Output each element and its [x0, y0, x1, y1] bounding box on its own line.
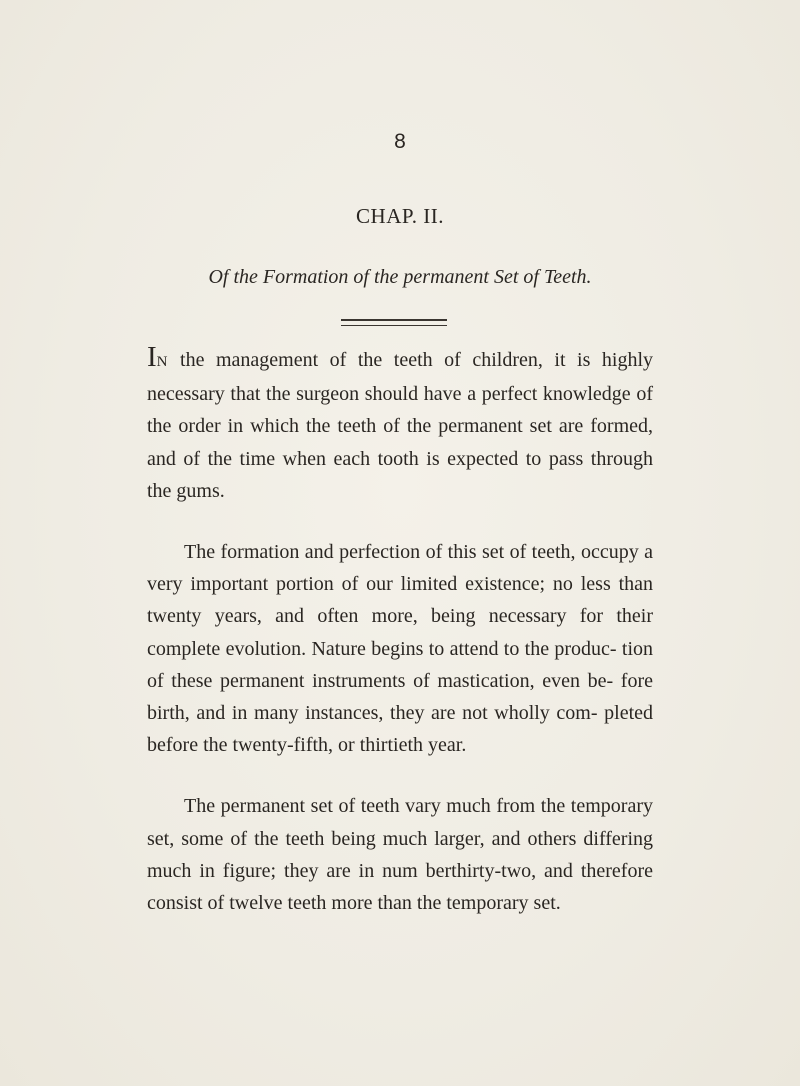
drop-cap: I — [147, 341, 157, 373]
page-number: 8 — [394, 130, 406, 153]
paragraph-1-text: the management of the teeth of children, it is highly necessary that the surgeon should have a perfect knowledge of the order in which the teeth of the permanent set are formed, and of the time when each tooth is expected to pass through the gums. — [147, 349, 653, 502]
paragraph-2: The formation and perfection of this set of teeth, occupy a very important portion of our limited existence; no less than twenty years, and often more, being necessary for their complete evolution. Nature begins to attend to the produc- tion of these permanent instruments of mastication, even be- fore birth, and in many instances, they are not wholly com- pleted before the twenty-fifth, or thirtieth year. — [147, 541, 653, 757]
paragraph-3: The permanent set of teeth vary much from the temporary set, some of the teeth being much larger, and others differing much in figure; they are in num berthirty-two, and therefore consist of twelve teeth more than the temporary set. — [147, 795, 653, 915]
body-text — [147, 341, 653, 948]
chapter-heading: CHAP. II. — [356, 204, 444, 228]
chapter-subtitle: Of the Formation of the permanent Set of Teeth. — [208, 266, 592, 288]
divider-rule — [341, 319, 447, 326]
small-cap: N — [156, 354, 169, 370]
paragraph-1 — [147, 341, 653, 507]
